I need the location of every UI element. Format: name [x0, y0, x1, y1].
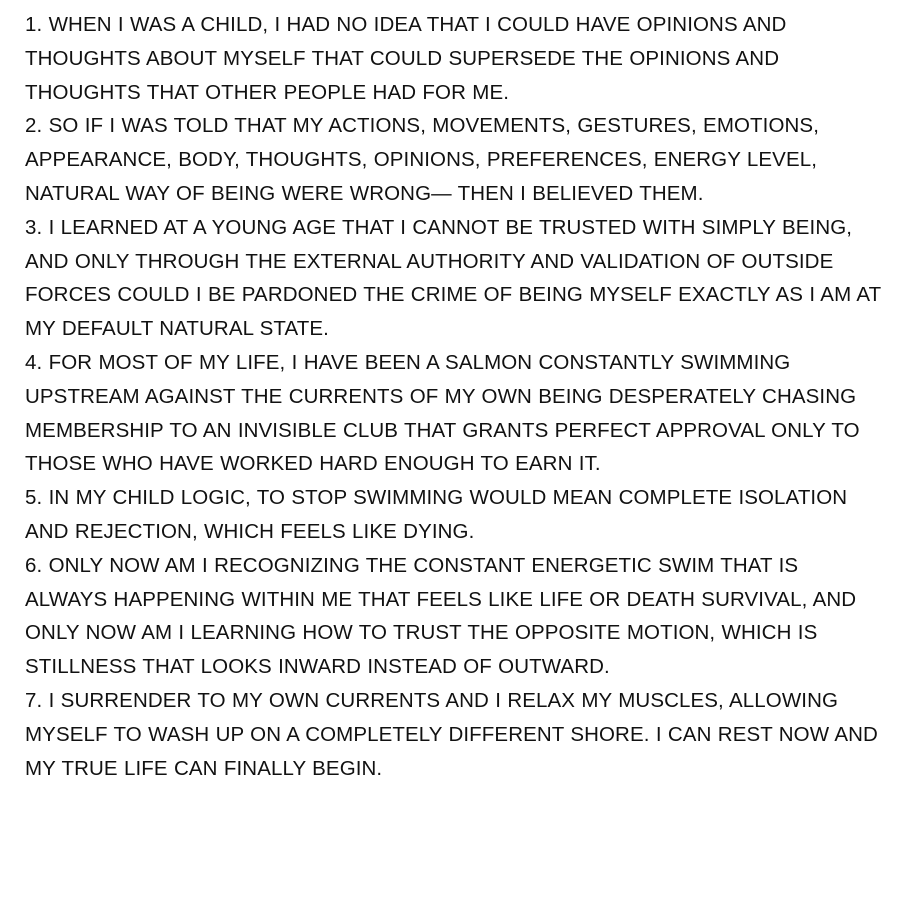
numbered-list — [25, 8, 883, 785]
item-text: ONLY NOW AM I RECOGNIZING THE CONSTANT ENERGETIC SWIM THAT IS ALWAYS HAPPENING WITHIN ME THAT FEELS LIKE LIFE OR DEATH SURVIVAL, AND ONLY NOW AM I LEARNING HOW TO TRUST THE OPPOSITE MOTION, WHICH IS STILLNESS THAT LOOKS INWARD INSTEAD OF OUTWARD. — [25, 553, 857, 679]
list-item-2 — [25, 109, 883, 210]
list-item-6 — [25, 549, 883, 684]
item-text: FOR MOST OF MY LIFE, I HAVE BEEN A SALMON CONSTANTLY SWIMMING UPSTREAM AGAINST THE CURRENTS OF MY OWN BEING DESPERATELY CHASING MEMBERSHIP TO AN INVISIBLE CLUB THAT GRANTS PERFECT APPROVAL ONLY TO THOSE WHO HAVE WORKED HARD ENOUGH TO EARN IT. — [25, 350, 860, 476]
item-number: 4. — [25, 350, 43, 374]
item-text: IN MY CHILD LOGIC, TO STOP SWIMMING WOULD MEAN COMPLETE ISOLATION AND REJECTION, WHICH FEELS LIKE DYING. — [25, 486, 848, 543]
item-text: I LEARNED AT A YOUNG AGE THAT I CANNOT BE TRUSTED WITH SIMPLY BEING, AND ONLY THROUGH THE EXTERNAL AUTHORITY AND VALIDATION OF OUTSIDE FORCES COULD I BE PARDONED THE CRIME OF BEING MYSELF EXACTLY AS I AM AT MY DEFAULT NATURAL STATE. — [25, 215, 881, 341]
list-item-5 — [25, 481, 883, 549]
item-number: 1. — [25, 13, 43, 36]
item-number: 3. — [25, 215, 43, 239]
item-text: SO IF I WAS TOLD THAT MY ACTIONS, MOVEMENTS, GESTURES, EMOTIONS, APPEARANCE, BODY, THOUGHTS, OPINIONS, PREFERENCES, ENERGY LEVEL, NATURAL WAY OF BEING WERE WRONG— THEN I BELIEVED THEM. — [25, 114, 819, 205]
list-item-1 — [25, 8, 883, 109]
item-number: 6. — [25, 553, 43, 577]
item-number: 5. — [25, 486, 43, 510]
item-text: WHEN I WAS A CHILD, I HAD NO IDEA THAT I COULD HAVE OPINIONS AND THOUGHTS ABOUT MYSELF THAT COULD SUPERSEDE THE OPINIONS AND THOUGHTS THAT OTHER PEOPLE HAD FOR ME. — [25, 13, 787, 104]
item-text: I SURRENDER TO MY OWN CURRENTS AND I RELAX MY MUSCLES, ALLOWING MYSELF TO WASH UP ON A COMPLETELY DIFFERENT SHORE. I CAN REST NOW AND MY TRUE LIFE CAN FINALLY BEGIN. — [25, 688, 878, 780]
list-item-3 — [25, 211, 883, 346]
list-item-7 — [25, 684, 883, 785]
item-number: 2. — [25, 114, 43, 138]
list-item-4 — [25, 346, 883, 481]
item-number: 7. — [25, 688, 43, 712]
